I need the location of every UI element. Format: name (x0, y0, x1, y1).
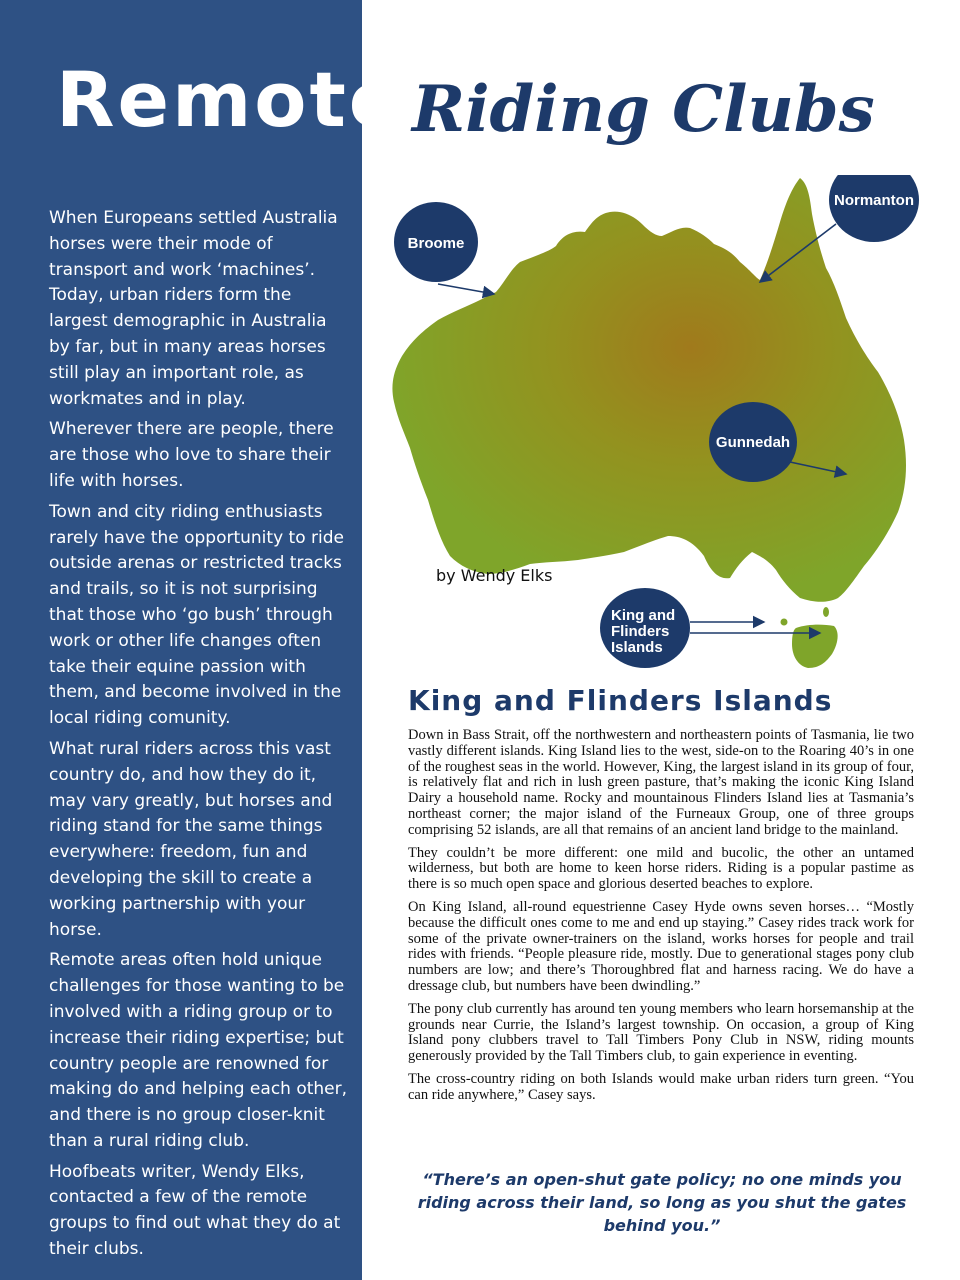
king-flinders-label-line3: Islands (611, 639, 663, 656)
intro-paragraph: When Europeans settled Australia horses were their mode of transport and work ‘machines’. Today, urban riders form the largest demographic in Australia by far, but in many areas horses still play an important role, as workmates and in play. (49, 208, 338, 409)
intro-paragraph: Town and city riding enthusiasts rarely have the opportunity to ride outside arenas or restricted tracks and trails, so it is not surprising that those who ‘go bush’ through work or other life changes often take their equine passion with them, and become involved in the local riding comunity. (49, 501, 344, 729)
king-flinders-label-line2: Flinders (611, 623, 670, 640)
title-remote: Remote (56, 55, 404, 144)
intro-text (49, 206, 349, 1268)
section-heading: King and Flinders Islands (408, 684, 833, 717)
tasmania-shape (792, 625, 838, 668)
broome-arrow (438, 284, 494, 294)
article-body (408, 728, 914, 1111)
broome-label-bubble (394, 202, 478, 282)
intro-paragraph: Wherever there are people, there are those who love to share their life with horses. (49, 419, 334, 491)
intro-paragraph: Hoofbeats writer, Wendy Elks, contacted a few of the remote groups to find out what they do at their clubs. (49, 1161, 341, 1260)
intro-paragraph: What rural riders across this vast country do, and how they do it, may vary greatly, but horses and riding stand for the same things everywhere: freedom, fun and developing the skill to create a working partnership with your horse. (49, 738, 333, 940)
normanton-label-bubble (829, 175, 919, 242)
gunnedah-label: Gunnedah (715, 434, 791, 451)
broome-label: Broome (407, 235, 465, 252)
sidebar-panel (0, 0, 404, 1280)
australia-map (380, 175, 940, 675)
pull-quote: “There’s an open-shut gate policy; no one minds you riding across their land, so long as you shut the gates behind you.” (417, 1170, 907, 1235)
article-paragraph: The cross-country riding on both Islands would make urban riders turn green. “You can ride anywhere,” Casey says. (408, 1070, 914, 1103)
article-paragraph: The pony club currently has around ten young members who learn horsemanship at the grounds near Currie, the Island’s largest township. On occasion, a group of King Island pony clubbers travel to Tall Timbers Pony Club in NSW, riding mounts generously provided by the Tall Timbers club, to gain experience in eventing. (408, 1000, 914, 1065)
king-flinders-label-bubble (600, 588, 690, 668)
king-island-shape (781, 619, 788, 626)
article-paragraph: Down in Bass Strait, off the northwestern and northeastern points of Tasmania, lie two vastly different islands. King Island lies to the west, side-on to the Roaring 40’s in one of the roughest seas in the world. However, King, the largest island in its group of four, is relatively flat and rich in lush green pasture, that’s making the iconic King Island Dairy a household name. Rocky and mountainous Flinders Island lies at Tasmania’s northeast corner; the major island of the Furneaux Group, one of three groups comprising 52 islands, are all that remains of an ancient land bridge to the mainland. (408, 727, 914, 838)
article-paragraph: They couldn’t be more different: one mild and bucolic, the other an untamed wilderness, but both are home to keen horse riders. Riding is a popular pastime as there is so much open space and glorious deserted beaches to explore. (408, 844, 914, 893)
intro-paragraph: Remote areas often hold unique challenges for those wanting to be involved with a riding group or to increase their riding expertise; but country people are renowned for making do and helping each other, and there is no group closer-knit than a rural riding club. (49, 950, 348, 1151)
article-paragraph: On King Island, all-round equestrienne Casey Hyde owns seven horses… “Mostly because the difficult ones come to me and end up staying.” Casey rides track work for some of the private owner-trainers on the island, works horses for people and trail rides with friends. “People pleasure ride, mostly. Due to generational stages pony club numbers are low; and there’s Thoroughbred flat and harness racing. We do have a dressage club, but numbers have been dwindling.” (408, 898, 914, 994)
title-riding-clubs: Riding Clubs (412, 72, 875, 147)
byline: by Wendy Elks (436, 566, 553, 585)
gunnedah-label-bubble (709, 402, 797, 482)
king-flinders-label-line1: King and (611, 607, 676, 624)
flinders-island-shape (823, 607, 829, 617)
normanton-label: Normanton (834, 192, 914, 209)
